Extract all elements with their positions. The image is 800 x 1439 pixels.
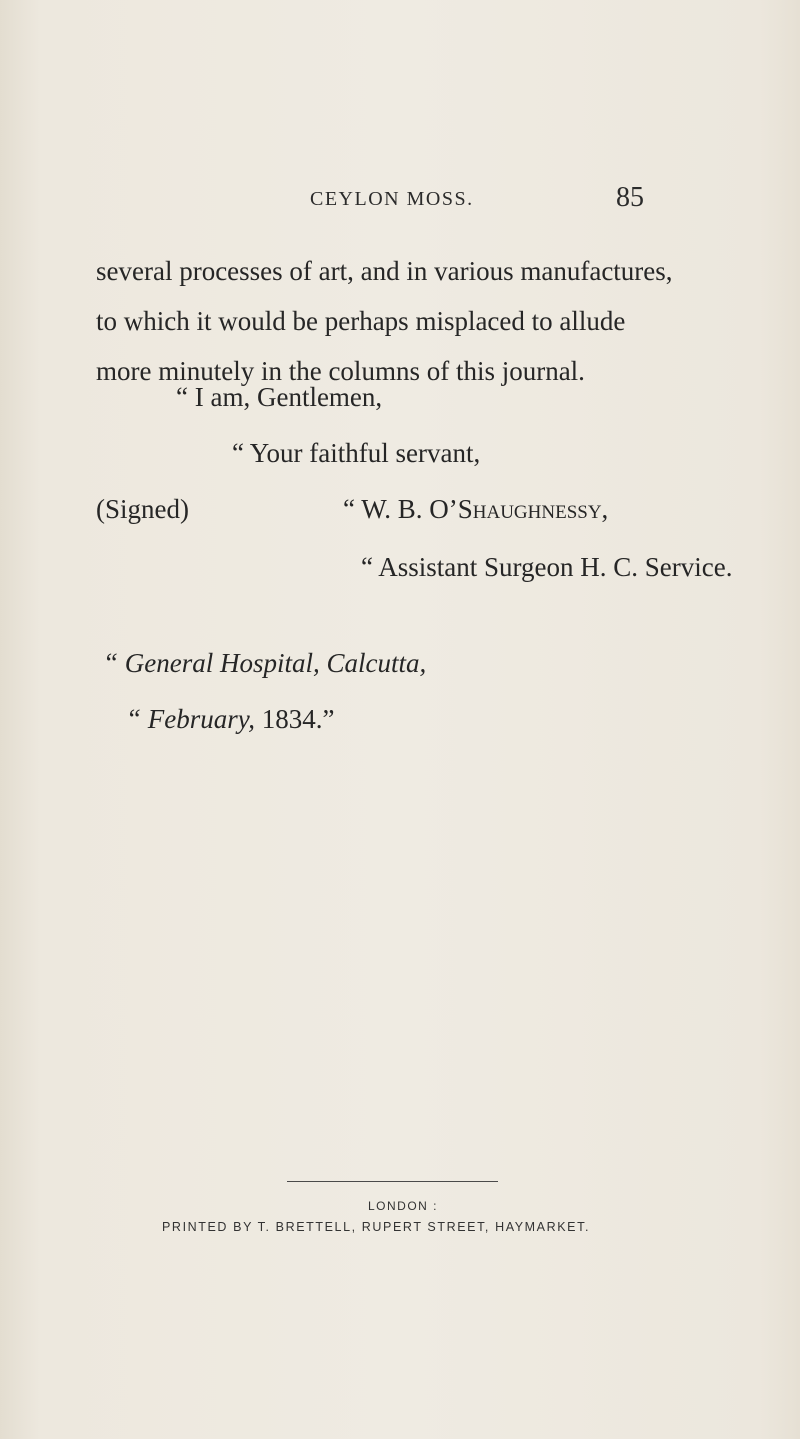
page-header [0, 182, 800, 218]
body-line: more minutely in the columns of this journal. [96, 356, 585, 386]
printer-imprint: PRINTED BY T. BRETTELL, RUPERT STREET, HAYMARKET. [162, 1220, 591, 1234]
body-line: to which it would be perhaps misplaced to allude [96, 306, 626, 336]
dateline-year: 1834.” [261, 704, 335, 734]
signed-label: (Signed) [96, 494, 189, 524]
body-line: several processes of art, and in various manufactures, [96, 256, 673, 286]
imprint-city: LONDON : [368, 1199, 439, 1213]
dateline-month: “ February, [126, 704, 256, 734]
imprint-divider [287, 1181, 498, 1182]
valediction: “ Your faithful servant, [232, 438, 481, 468]
dateline-place: “ General Hospital, Calcutta, [103, 648, 427, 678]
running-head: CEYLON MOSS. [310, 188, 474, 210]
salutation: “ I am, Gentlemen, [176, 382, 383, 412]
page-number: 85 [616, 182, 644, 213]
signature: “ W. B. O’Shaughnessy, [343, 494, 609, 524]
dateline-date [126, 704, 335, 735]
signatory-title: “ Assistant Surgeon H. C. Service. [361, 552, 733, 582]
body-paragraph [96, 246, 716, 396]
